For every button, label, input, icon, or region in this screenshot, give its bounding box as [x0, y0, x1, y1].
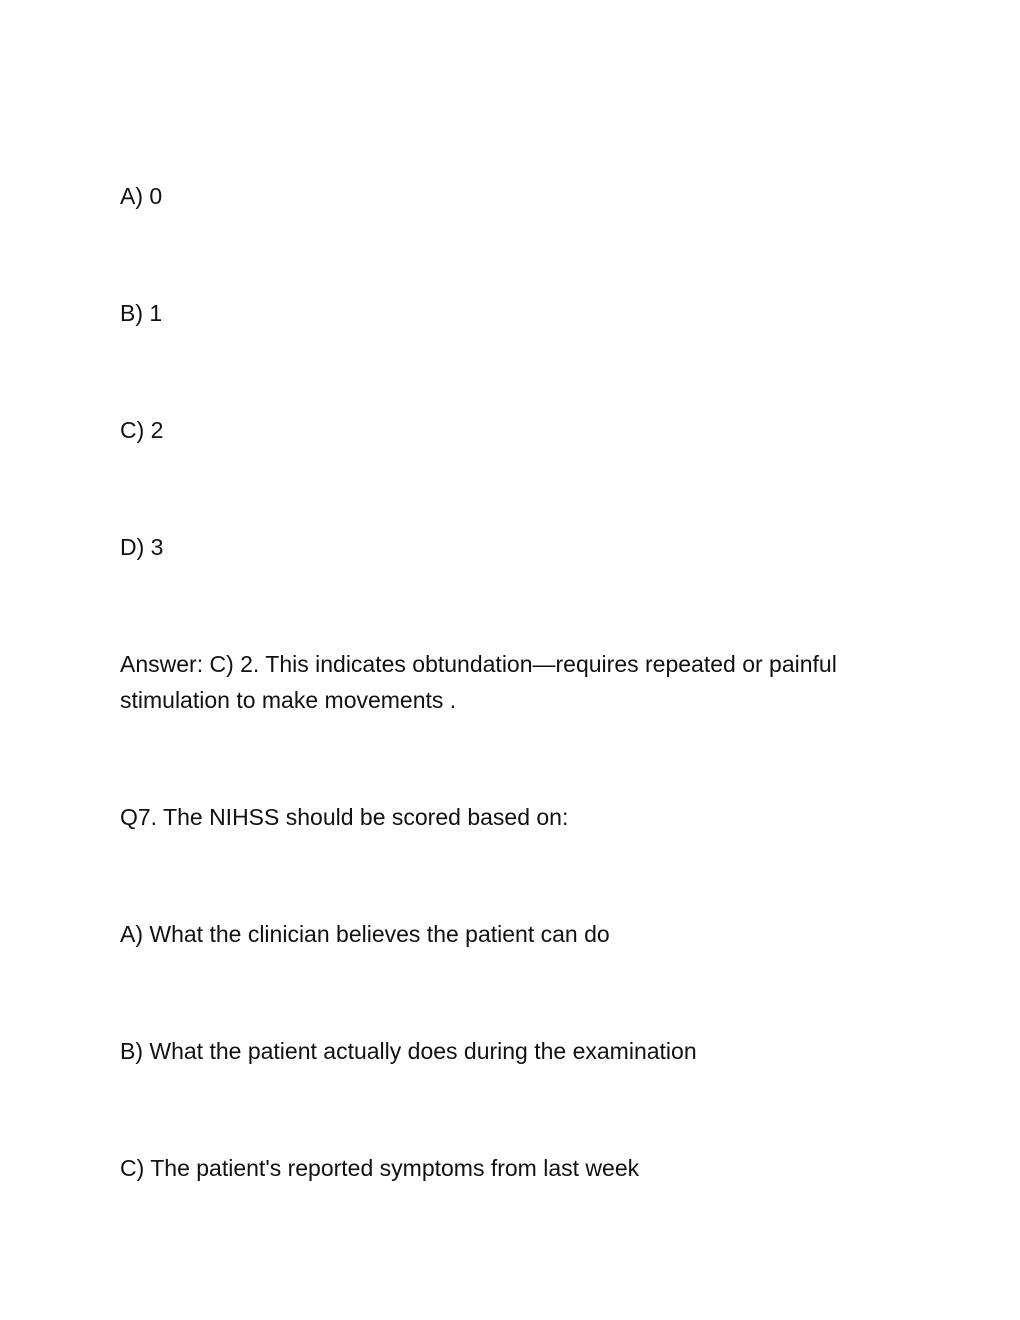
option-a: A) 0 — [120, 183, 163, 209]
option-c: C) 2 — [120, 417, 164, 443]
answer-text: Answer: C) 2. This indicates obtundation—requires repeated or painful stimulation to make movements . — [120, 651, 837, 713]
question-q7: Q7. The NIHSS should be scored based on: — [120, 804, 569, 830]
q7-option-b: B) What the patient actually does during the examination — [120, 1038, 697, 1064]
option-b: B) 1 — [120, 300, 163, 326]
q7-option-a: A) What the clinician believes the patient can do — [120, 921, 610, 947]
option-d: D) 3 — [120, 534, 164, 560]
q7-option-c: C) The patient's reported symptoms from last week — [120, 1155, 640, 1181]
